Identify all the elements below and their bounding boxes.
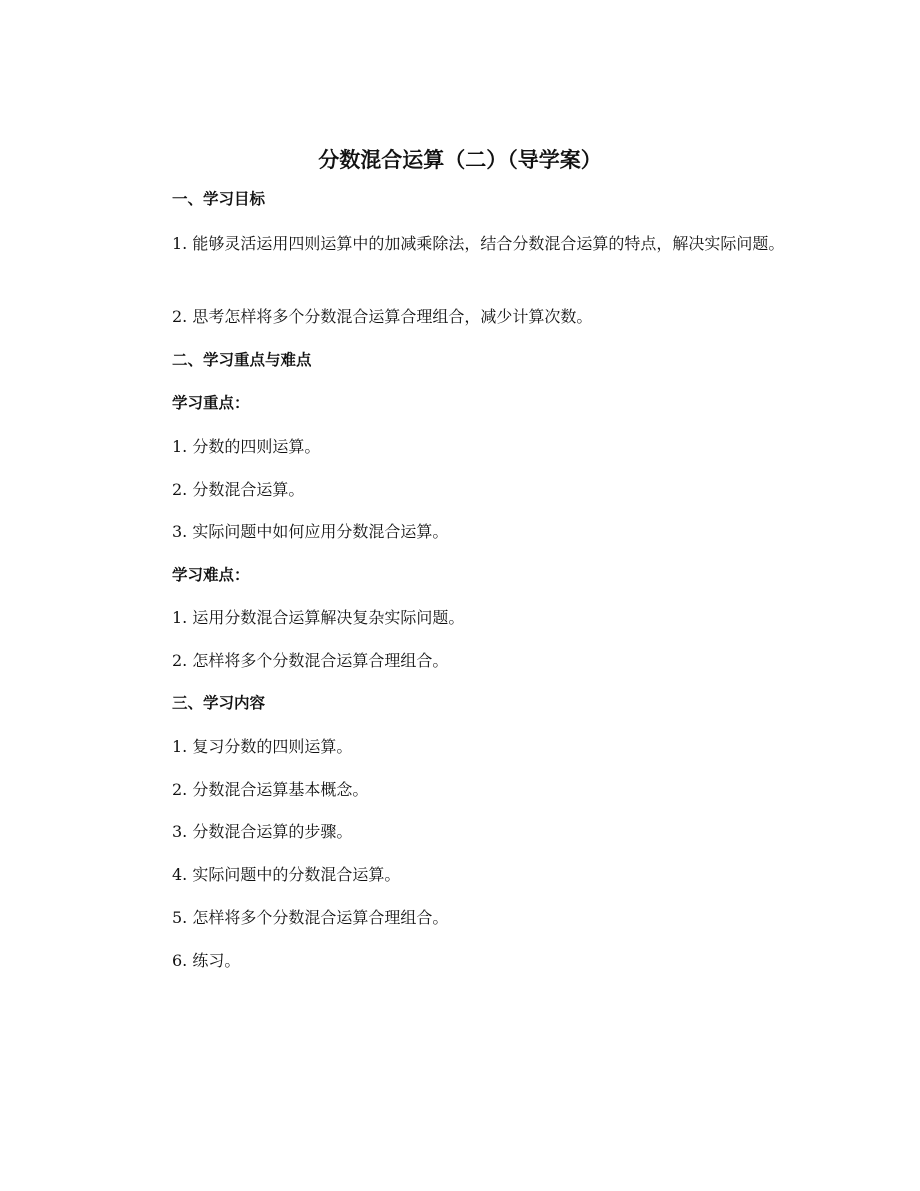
section-heading-goals: 一、学习目标 [172,190,266,208]
content-item: 5. 怎样将多个分数混合运算合理组合。 [172,908,449,927]
difficulty-item: 2. 怎样将多个分数混合运算合理组合。 [172,651,449,670]
section-heading-key-points: 二、学习重点与难点 [172,351,312,369]
subheading-key-points: 学习重点： [172,394,250,412]
key-point-item: 3. 实际问题中如何应用分数混合运算。 [172,522,449,541]
section-heading-content: 三、学习内容 [172,694,266,712]
document-title: 分数混合运算（二）（导学案） [318,148,602,172]
content-item: 1. 复习分数的四则运算。 [172,737,353,756]
content-item: 6. 练习。 [172,951,241,970]
goal-item: 2. 思考怎样将多个分数混合运算合理组合，减少计算次数。 [172,307,593,326]
content-item: 3. 分数混合运算的步骤。 [172,822,353,841]
content-item: 2. 分数混合运算基本概念。 [172,780,369,799]
difficulty-item: 1. 运用分数混合运算解决复杂实际问题。 [172,608,465,627]
subheading-difficulties: 学习难点： [172,566,250,584]
content-item: 4. 实际问题中的分数混合运算。 [172,865,401,884]
goal-item: 1. 能够灵活运用四则运算中的加减乘除法，结合分数混合运算的特点，解决实际问题。 [172,234,785,253]
key-point-item: 1. 分数的四则运算。 [172,437,321,456]
key-point-item: 2. 分数混合运算。 [172,480,305,499]
